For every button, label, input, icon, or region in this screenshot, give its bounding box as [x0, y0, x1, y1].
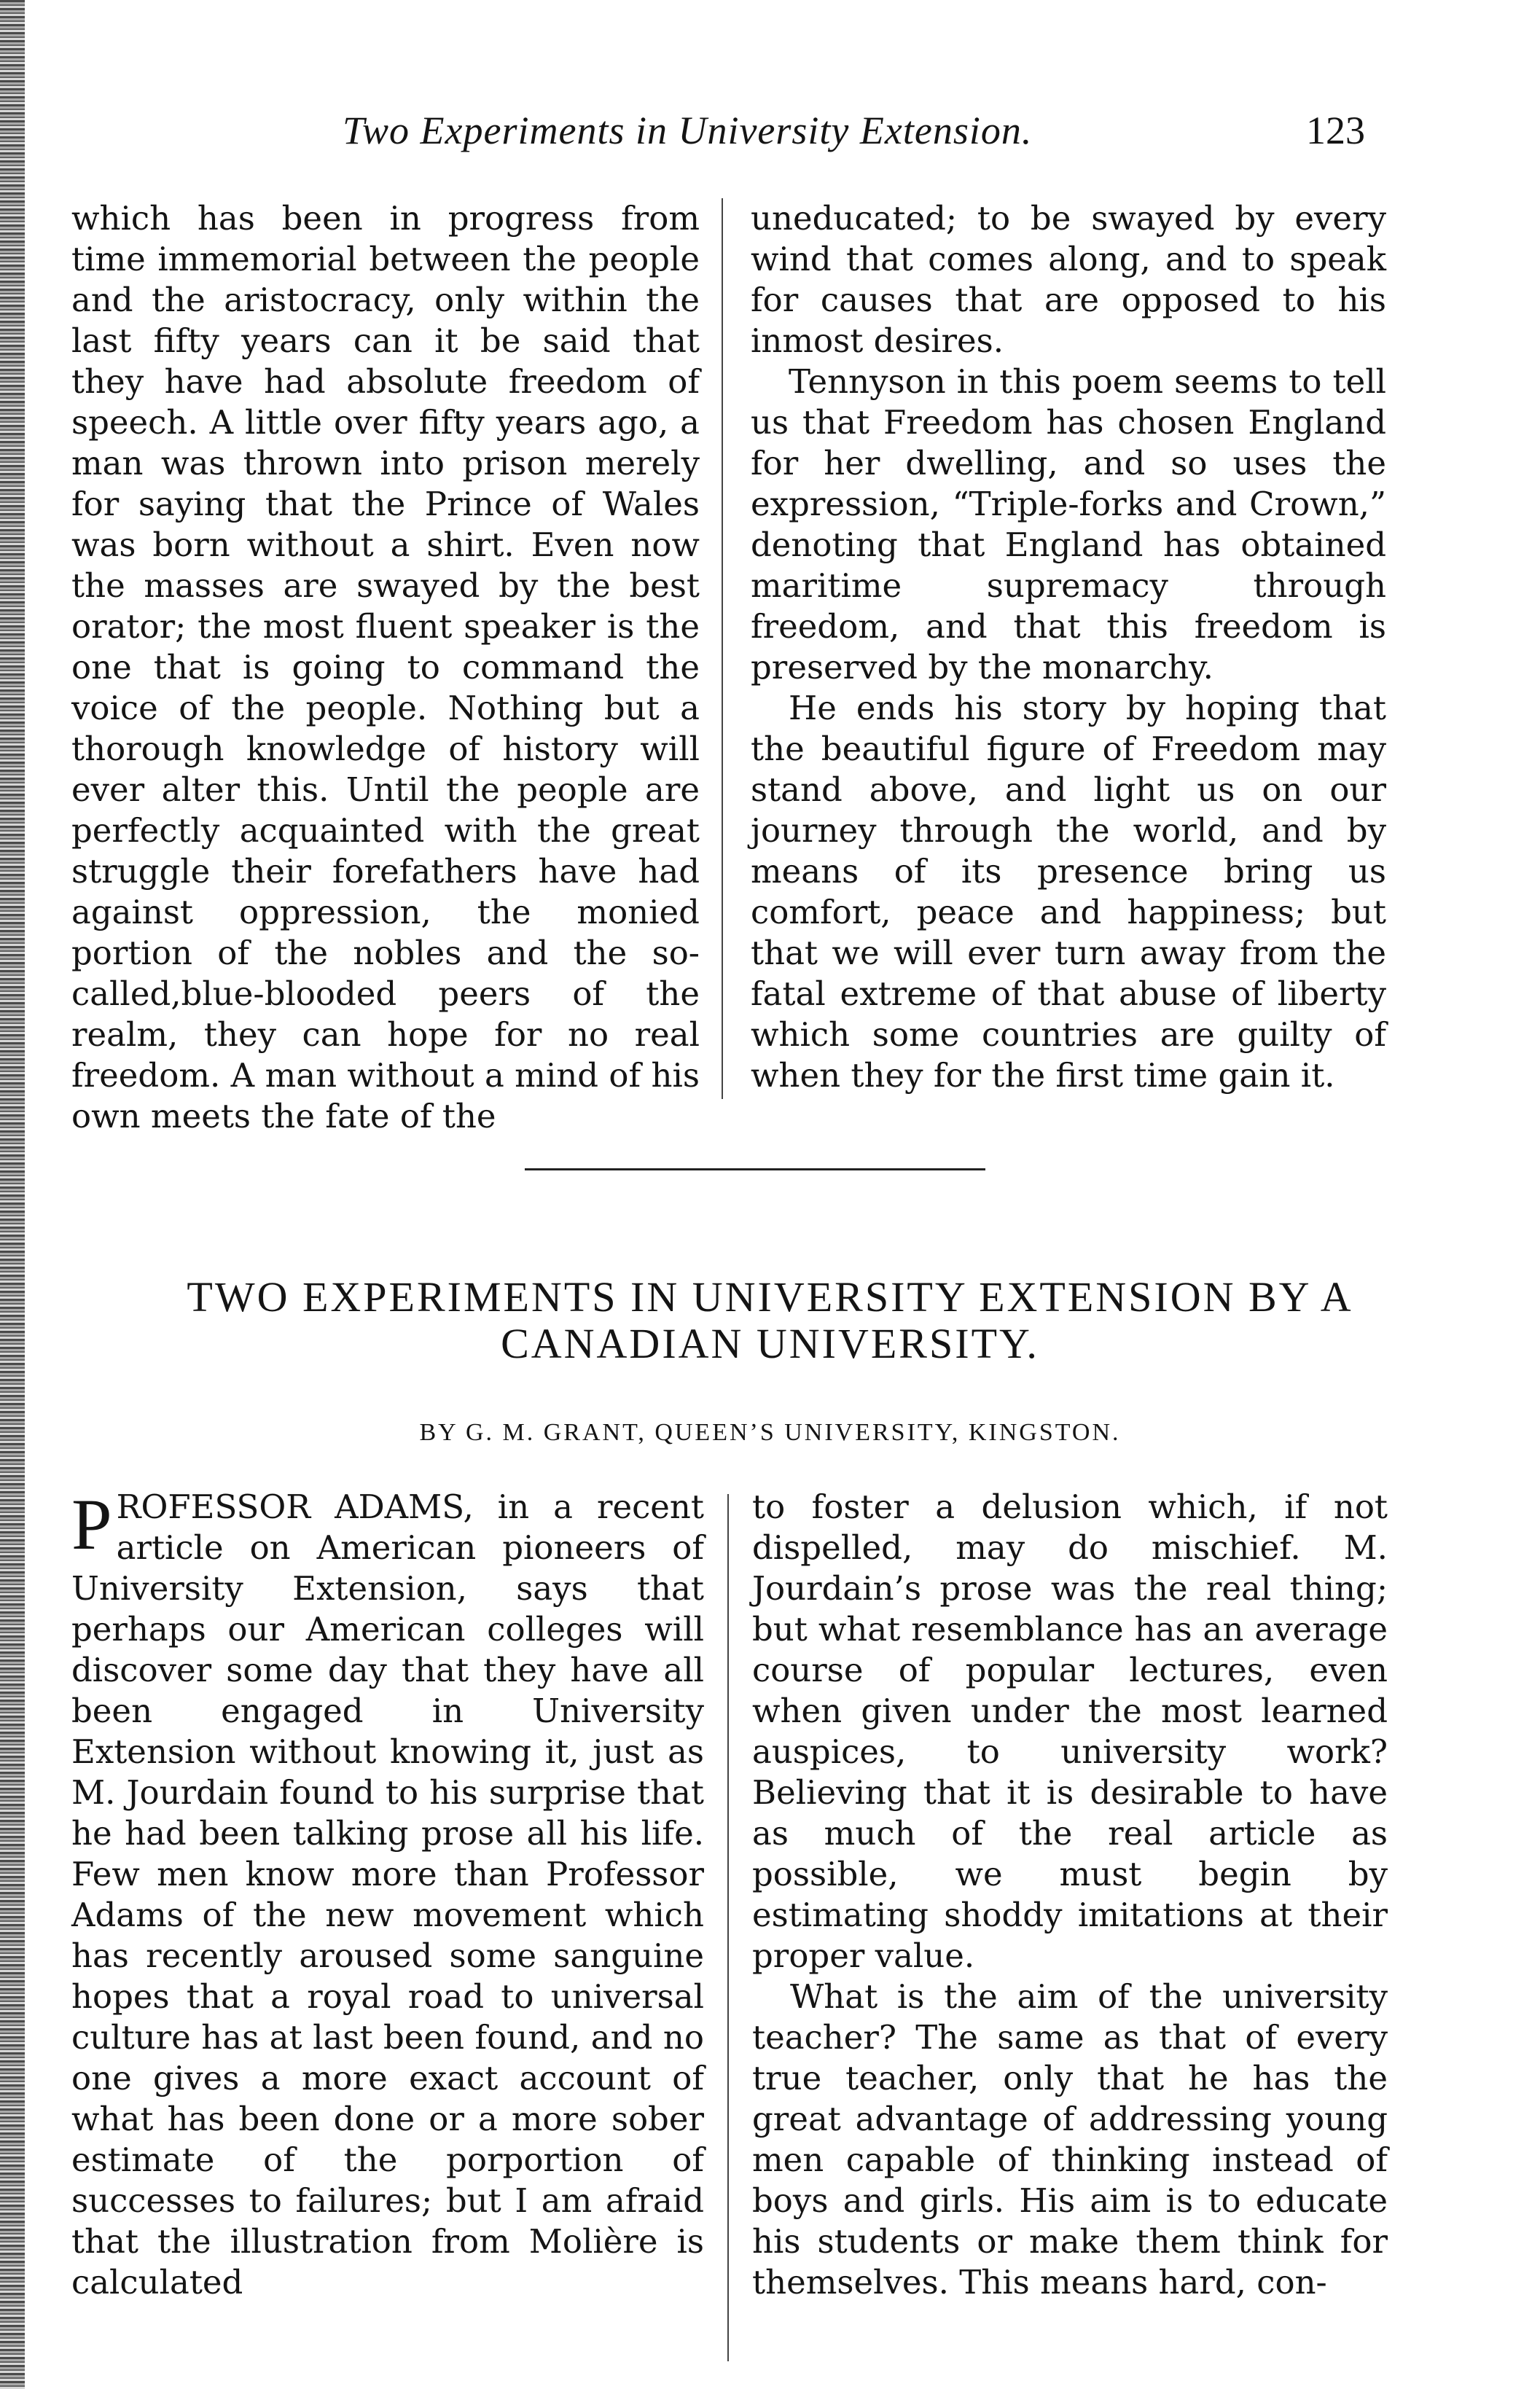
- page-binding-edge: [0, 0, 25, 2389]
- section-divider-rule: [525, 1168, 985, 1170]
- article-left-column: [71, 1484, 704, 2303]
- article-byline: BY G. M. GRANT, QUEEN’S UNIVERSITY, KINGSTON.: [419, 1419, 1121, 1446]
- paragraph: Tennyson in this poem seems to tell us that Freedom has chosen England for her dwelling, and so uses the expression, “Triple-forks and Crown,” denoting that England has obtained maritime supremacy through freedom, and that this freedom is preserved by the monarchy.: [751, 362, 1386, 687]
- top-right-column: [751, 198, 1386, 1096]
- paragraph: to foster a delusion which, if not dispelled, may do mischief. M. Jourdain’s prose was the real thing; but what resemblance has an average course of popular lectures, even when given under the most learned auspices, to university work? Believing that it is desirable to have as much of the real article as possible, we must begin by estimating shoddy imitations at their proper value.: [752, 1487, 1388, 1975]
- paragraph-text: ROFESSOR ADAMS, in a recent article on American pioneers of University Extension, says that perhaps our American colleges will discover some day that they have all been engaged in University Extension without knowing it, just as M. Jourdain found to his surprise that he had been talking prose all his life. Few men know more than Professor Adams of the new movement which has recently aroused some sanguine hopes that a royal road to universal culture has at last been found, and no one gives a more exact account of what has been done or a more sober estimate of the porportion of successes to failures; but I am afraid that the illustration from Molière is calculated: [71, 1487, 704, 2302]
- paragraph: uneducated; to be swayed by every wind that comes along, and to speak for causes that are opposed to his inmost desires.: [751, 199, 1386, 360]
- article-right-column: [752, 1487, 1388, 2303]
- paragraph: What is the aim of the university teacher? The same as that of every true teacher, only that he has the great advantage of addressing young men capable of thinking instead of boys and girls. His aim is to educate his students or make them think for themselves. This means hard, con-: [752, 1977, 1388, 2302]
- page-number: 123: [1306, 109, 1365, 152]
- column-divider: [722, 198, 723, 1099]
- paragraph: which has been in progress from time immemorial between the people and the aristocracy, only within the last fifty years can it be said that they have had absolute freedom of speech. A little over fifty years ago, a man was thrown into prison merely for saying that the Prince of Wales was born without a shirt. Even now the masses are swayed by the best orator; the most fluent speaker is the one that is going to command the voice of the people. Nothing but a thorough knowledge of history will ever alter this. Until the people are perfectly acquainted with the great struggle their forefathers have had against oppression, the monied portion of the nobles and the so-called,blue-blooded peers of the realm, they can hope for no real freedom. A man without a mind of his own meets the fate of the: [71, 199, 700, 1135]
- running-header: [0, 108, 1540, 159]
- top-left-column: [71, 198, 700, 1137]
- column-divider: [727, 1494, 729, 2361]
- running-title: Two Experiments in University Extension.: [343, 109, 1033, 152]
- paragraph: [71, 1484, 704, 2303]
- article-title: TWO EXPERIMENTS IN UNIVERSITY EXTENSION BY A CANADIAN UNIVERSITY.: [187, 1273, 1353, 1367]
- drop-cap: P: [71, 1484, 112, 1565]
- paragraph: He ends his story by hoping that the beautiful figure of Freedom may stand above, and light us on our journey through the world, and by means of its presence bring us comfort, peace and happiness; but that we will ever turn away from the fatal extreme of that abuse of liberty which some countries are guilty of when they for the first time gain it.: [751, 689, 1386, 1095]
